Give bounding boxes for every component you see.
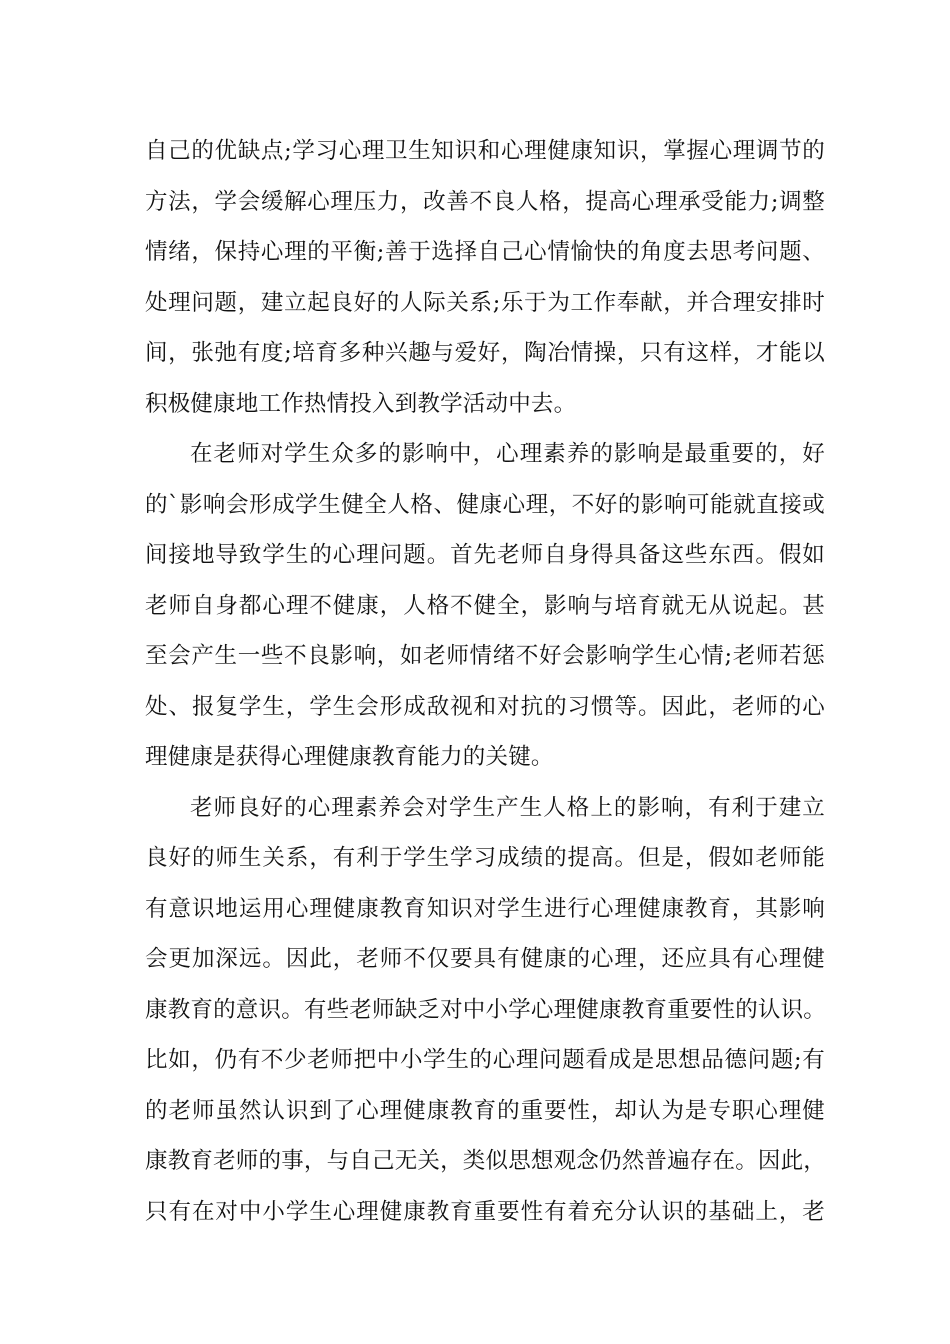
text-line: 的`影响会形成学生健全人格、健康心理，不好的影响可能就直接或 (145, 492, 825, 518)
text-line: 间接地导致学生的心理问题。首先老师自身得具备这些东西。假如 (145, 542, 825, 568)
text-line: 间，张弛有度;培育多种兴趣与爱好，陶冶情操，只有这样，才能以 (145, 340, 825, 366)
text-line: 自己的优缺点;学习心理卫生知识和心理健康知识，掌握心理调节的 (145, 138, 825, 164)
text-line: 有意识地运用心理健康教育知识对学生进行心理健康教育，其影响 (145, 896, 825, 922)
text-line: 情绪，保持心理的平衡;善于选择自己心情愉快的角度去思考问题、 (145, 239, 825, 265)
text-line: 良好的师生关系，有利于学生学习成绩的提高。但是，假如老师能 (145, 845, 825, 871)
text-line: 处、报复学生，学生会形成敌视和对抗的习惯等。因此，老师的心 (145, 694, 825, 720)
text-line: 在老师对学生众多的影响中，心理素养的影响是最重要的，好 (190, 441, 825, 467)
text-line: 处理问题，建立起良好的人际关系;乐于为工作奉献，并合理安排时 (145, 290, 825, 316)
text-line: 理健康是获得心理健康教育能力的关键。 (145, 744, 554, 770)
text-line: 会更加深远。因此，老师不仅要具有健康的心理，还应具有心理健 (145, 946, 825, 972)
text-line: 康教育的意识。有些老师缺乏对中小学心理健康教育重要性的认识。 (145, 997, 827, 1023)
text-line: 方法，学会缓解心理压力，改善不良人格，提高心理承受能力;调整 (145, 189, 825, 215)
text-line: 的老师虽然认识到了心理健康教育的重要性，却认为是专职心理健 (145, 1098, 825, 1124)
text-line: 比如，仍有不少老师把中小学生的心理问题看成是思想品德问题;有 (145, 1047, 825, 1073)
text-line: 康教育老师的事，与自己无关，类似思想观念仍然普遍存在。因此， (145, 1148, 827, 1174)
text-line: 只有在对中小学生心理健康教育重要性有着充分认识的基础上，老 (145, 1199, 825, 1225)
text-line: 至会产生一些不良影响，如老师情绪不好会影响学生心情;老师若惩 (145, 643, 825, 669)
text-line: 积极健康地工作热情投入到教学活动中去。 (145, 391, 577, 417)
text-line: 老师自身都心理不健康，人格不健全，影响与培育就无从说起。甚 (145, 593, 825, 619)
text-line: 老师良好的心理素养会对学生产生人格上的影响，有利于建立 (190, 795, 825, 821)
